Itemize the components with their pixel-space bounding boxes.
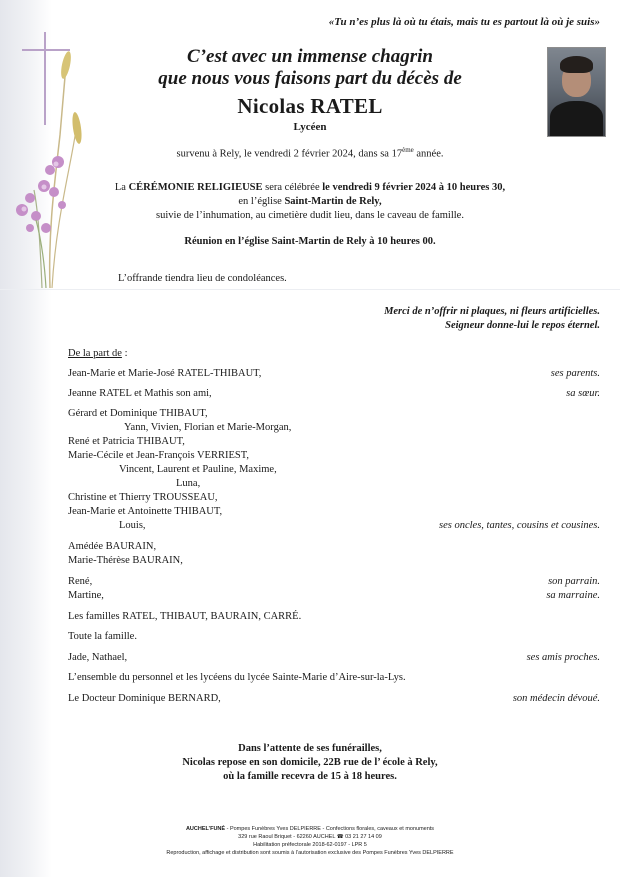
footer-brand: AUCHEL’FUNÉ <box>185 826 226 832</box>
family-member-line: Toute la famille. <box>68 631 137 642</box>
family-member-line: Le Docteur Dominique BERNARD, <box>68 693 221 704</box>
portrait-body <box>550 101 603 136</box>
ceremony-church-prefix: en l’église <box>238 196 285 207</box>
family-relation-label: sa sœur. <box>566 388 600 399</box>
family-member-line: Les familles RATEL, THIBAUT, BAURAIN, CARRÉ. <box>68 611 302 622</box>
death-details-end: année. <box>413 148 444 160</box>
reunion-line: Réunion en l’église Saint-Martin de Rely à 10 heures 00. <box>184 236 436 247</box>
family-member-line: Jean-Marie et Antoinette THIBAUT, <box>68 506 223 517</box>
ceremony-line-1 <box>0 182 620 193</box>
deceased-occupation: Lycéen <box>293 121 327 133</box>
family-member-line: L’ensemble du personnel et les lycéens du lycée Sainte-Marie d’Aire-sur-la-Lys. <box>68 672 406 683</box>
death-details-text: survenu à Rely, le vendredi 2 février 2024, dans sa 17 <box>176 148 403 160</box>
visitation-line-2: Nicolas repose en son domicile, 22B rue de l’ école à Rely, <box>182 757 438 768</box>
ceremony-line-2 <box>0 196 620 207</box>
family-member-line: Jade, Nathael, <box>68 652 128 663</box>
portrait-photo <box>547 47 606 137</box>
family-member-line: Marie-Thérèse BAURAIN, <box>68 555 183 566</box>
family-member-line: Amédée BAURAIN, <box>68 541 157 552</box>
family-member-line: Martine, <box>68 590 104 601</box>
ceremony-date: le vendredi 9 février 2024 à 10 heures 30, <box>322 182 506 193</box>
ceremony-prefix: La <box>114 182 129 193</box>
ceremony-church: Saint-Martin de Rely, <box>284 196 382 207</box>
death-details <box>0 146 620 160</box>
footer-line-4: Reproduction, affichage et distribution sont soumis à l’autorisation exclusive des Pompes Funèbres Yves DELPIERRE <box>166 850 454 856</box>
portrait-hair <box>560 56 593 73</box>
family-member-line: Jean-Marie et Marie-José RATEL-THIBAUT, <box>68 368 262 379</box>
flower-cluster <box>16 156 66 233</box>
family-heading-text: De la part de <box>68 348 122 359</box>
family-member-line: Yann, Vivien, Florian et Marie-Morgan, <box>124 422 292 433</box>
footer-line-1 <box>0 826 620 832</box>
family-member-line: Luna, <box>176 478 201 489</box>
family-relation-label: sa marraine. <box>546 590 600 601</box>
epigraph-quote: «Tu n’es plus là où tu étais, mais tu es partout là où je suis» <box>328 16 600 28</box>
family-member-line: Louis, <box>119 520 146 531</box>
no-flowers-note: Merci de n’offrir ni plaques, ni fleurs artificielles. <box>384 306 600 317</box>
family-member-line: Gérard et Dominique THIBAUT, <box>68 408 208 419</box>
announcement-line-2: que nous vous faisons part du décès de <box>158 68 462 89</box>
family-member-line: Marie-Cécile et Jean-François VERRIEST, <box>68 450 249 461</box>
death-details-superscript: ème <box>402 146 414 154</box>
ceremony-verb: sera célébrée <box>262 182 323 193</box>
family-member-line: Jeanne RATEL et Mathis son ami, <box>68 388 212 399</box>
family-relation-label: ses amis proches. <box>526 652 600 663</box>
prayer-note: Seigneur donne-lui le repos éternel. <box>445 320 600 331</box>
family-heading-colon: : <box>121 348 128 359</box>
family-relation-label: ses oncles, tantes, cousins et cousines. <box>439 520 600 531</box>
ceremony-title: CÉRÉMONIE RELIGIEUSE <box>128 182 263 193</box>
footer-company: - Pompes Funèbres Yves DELPIERRE - Confections florales, caveaux et monuments <box>225 826 435 832</box>
family-member-line: René, <box>68 576 93 587</box>
family-heading <box>68 348 127 359</box>
offering-line: L’offrande tiendra lieu de condoléances. <box>118 273 287 284</box>
announcement-line-1: C’est avec un immense chagrin <box>187 46 433 67</box>
family-member-line: René et Patricia THIBAUT, <box>68 436 185 447</box>
visitation-line-3: où la famille recevra de 15 à 18 heures. <box>223 771 397 782</box>
burial-line: suivie de l’inhumation, au cimetière dudit lieu, dans le caveau de famille. <box>156 210 464 221</box>
footer-line-3: Habilitation préfectorale 2018-62-0197 - LPR 5 <box>253 842 367 848</box>
footer-line-2: 329 rue Raoul Briquet - 62260 AUCHEL ☎ 03 21 27 14 09 <box>238 834 382 840</box>
visitation-line-1: Dans l’attente de ses funérailles, <box>238 743 382 754</box>
family-member-line: Vincent, Laurent et Pauline, Maxime, <box>119 464 277 475</box>
family-relation-label: son parrain. <box>548 576 600 587</box>
family-relation-label: son médecin dévoué. <box>512 693 600 704</box>
deceased-name: Nicolas RATEL <box>237 94 383 118</box>
family-member-line: Christine et Thierry TROUSSEAU, <box>68 492 218 503</box>
family-relation-label: ses parents. <box>550 368 600 379</box>
